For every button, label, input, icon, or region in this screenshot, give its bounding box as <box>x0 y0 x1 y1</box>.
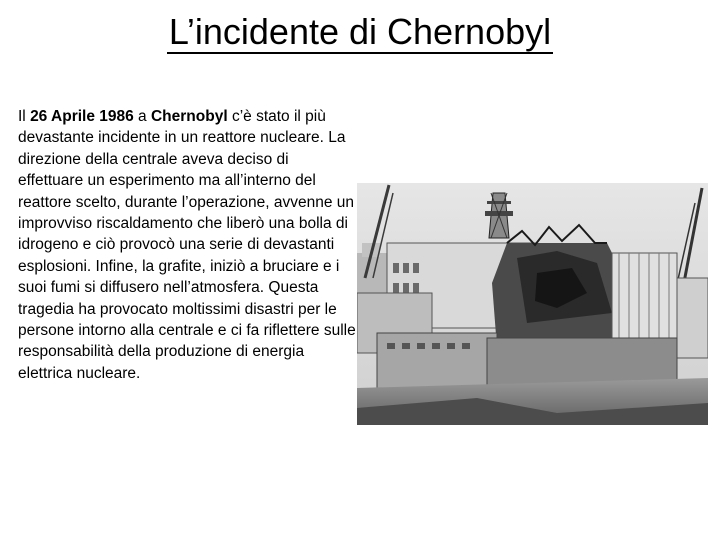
slide-title-text: L’incidente di Chernobyl <box>168 11 552 52</box>
reactor-photo-drawing <box>357 183 708 425</box>
body-paragraph <box>18 106 358 384</box>
paragraph-rest: c’è stato il più devastante incidente in un reattore nucleare. La direzione della centrale aveva deciso di effettuare un esperimento ma all’interno del reattore scelto, durante l’operazione, avvenne un improvviso riscaldamento che liberò una bolla di idrogeno e ciò provocò una serie di devastanti esplosioni. Infine, la grafite, iniziò a bruciare e i suoi fumi si diffusero nell’atmosfera. Questa tragedia ha provocato moltissimi disastri per le persone intorno alla centrale e ci fa riflettere sulle responsabilità della produzione di energia elettrica nucleare. <box>18 108 356 382</box>
slide-title <box>0 10 720 54</box>
paragraph-place: Chernobyl <box>150 108 228 125</box>
paragraph-mid: a <box>133 108 151 125</box>
paragraph-intro: Il <box>18 108 31 125</box>
reactor-photo <box>357 183 708 425</box>
paragraph-date: 26 Aprile 1986 <box>30 108 134 125</box>
